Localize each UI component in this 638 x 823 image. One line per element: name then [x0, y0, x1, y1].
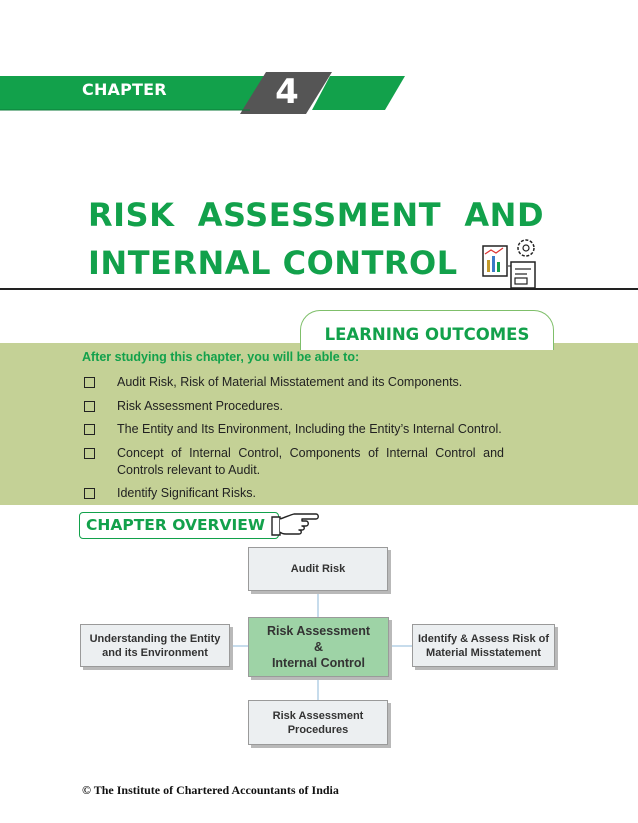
node-label-line: Understanding the Entity — [89, 632, 221, 645]
node-label-line: Procedures — [287, 723, 349, 736]
list-item-text: Audit Risk, Risk of Material Misstatement and its Components. — [117, 375, 463, 389]
copyright-footer: © The Institute of Chartered Accountants of India — [82, 783, 339, 797]
node-label-line: Risk Assessment — [266, 624, 371, 638]
node-risk-assessment-procedures — [248, 700, 388, 745]
learning-outcomes-intro: After studying this chapter, you will be able to: — [82, 350, 360, 364]
node-identify-assess-risk — [412, 624, 555, 667]
node-label: Audit Risk — [290, 563, 346, 575]
node-label-line: Identify & Assess Risk of — [417, 632, 550, 645]
title-word: AND — [464, 196, 544, 234]
title-word: RISK — [88, 196, 175, 234]
list-item-text: Concept of Internal Control, Components of Internal Control and Controls relevant to Audit. — [117, 446, 504, 477]
list-item-text: The Entity and Its Environment, Including the Entity’s Internal Control. — [117, 422, 502, 436]
node-label-line: Internal Control — [271, 656, 366, 670]
list-item-text: Identify Significant Risks. — [117, 486, 256, 500]
title-word: ASSESSMENT — [197, 196, 442, 234]
chapter-overview-heading: CHAPTER OVERVIEW — [86, 516, 265, 534]
node-label-line: Risk Assessment — [272, 709, 364, 722]
node-risk-assessment-internal-control — [248, 617, 389, 677]
node-label-line: and its Environment — [102, 646, 208, 659]
node-understanding-entity — [80, 624, 230, 667]
node-label-line: & — [313, 640, 323, 654]
chapter-label: CHAPTER — [82, 80, 167, 99]
learning-outcomes-heading: LEARNING OUTCOMES — [324, 325, 530, 344]
node-label-line: Material Misstatement — [426, 646, 541, 659]
node-audit-risk — [248, 547, 388, 591]
list-item-text: Risk Assessment Procedures. — [117, 399, 284, 413]
page-title-line-2: INTERNAL CONTROL — [88, 244, 458, 282]
chapter-number: 4 — [275, 72, 299, 112]
